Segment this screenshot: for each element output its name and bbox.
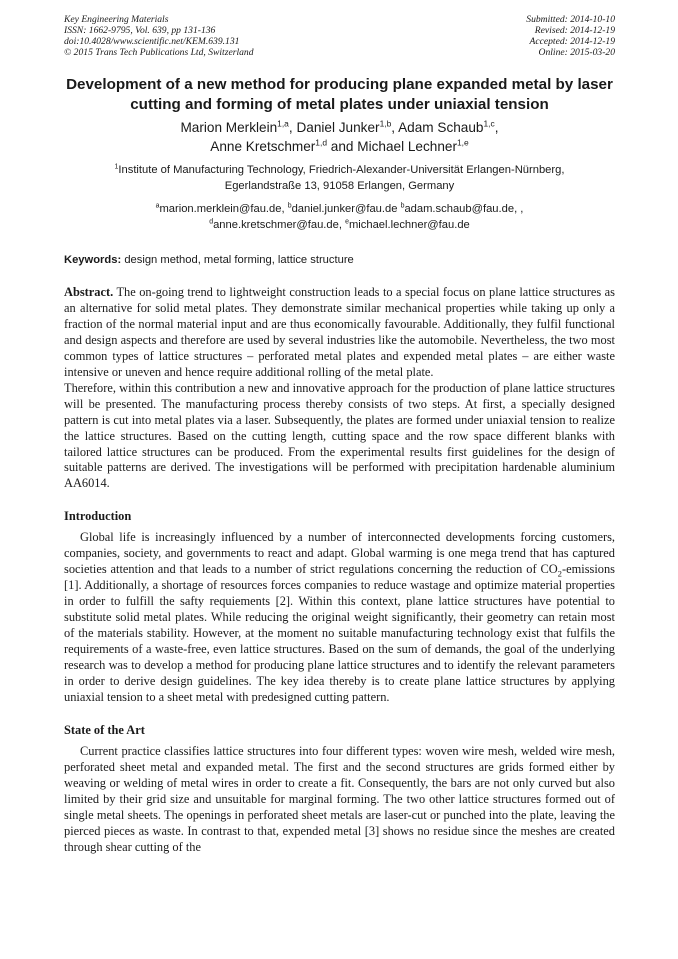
journal-name: Key Engineering Materials (64, 14, 169, 25)
email-link[interactable]: marion.merklein@fau.de, (159, 203, 285, 215)
journal-copyright: © 2015 Trans Tech Publications Ltd, Switzerland (64, 47, 254, 58)
author-emails: $^a$marion.merklein@fau.de, $^b$daniel.junker@fau.de $^b$adam.schaub@fau.de, , $^d$anne.kretschmer@fau.de, $^e$michael.lechner@fau.de (155, 202, 524, 231)
abstract-text-1: The on-going trend to lightweight construction leads to a special focus on plane lattice structures as an alternative for solid metal plates. They demonstrate similar mechanical properties while taking up only a fraction of the normal material input and are thus economically favourable. Additionally, they fulfil functional and design aspects and therefore are used by several industries like the automobile. Nevertheless, the two most common types of lattice structures – perforated metal plates and expended metal plates – are either waste intensive or uneven and hence require additional rolling of the metal plate. (64, 285, 615, 379)
author-separator: , (288, 120, 297, 135)
abstract-section (64, 285, 615, 492)
date-accepted: Accepted: 2014-12-19 (529, 36, 615, 47)
affiliation (64, 162, 615, 194)
author-separator: and (327, 139, 358, 154)
journal-header (64, 14, 615, 58)
email-link[interactable]: adam.schaub@fau.de, , (404, 203, 524, 215)
keywords-label: Keywords: (64, 254, 122, 266)
email-link[interactable]: michael.lechner@fau.de (348, 219, 470, 231)
author-name: Anne Kretschmer (210, 139, 316, 154)
co2-subscript: 2 (557, 568, 562, 579)
email-link[interactable]: daniel.junker@fau.de (291, 203, 398, 215)
author-affiliation-mark: 1,c (483, 118, 495, 129)
affiliation-line-2: Egerlandstraße 13, 91058 Erlangen, Germany (224, 180, 455, 192)
keywords (64, 252, 615, 268)
introduction-text-a: Global life is increasingly influenced by a number of interconnected developments forcing customers, companies, society, and governments to react and adapt. Global warming is one mega trend that has captured societies attention and that leads to a number of strict regulations concerning the reduction of CO (64, 530, 615, 577)
date-online: Online: 2015-03-20 (538, 47, 615, 58)
journal-doi: doi:10.4028/www.scientific.net/KEM.639.131 (64, 36, 240, 47)
journal-info (64, 14, 254, 58)
author-list (64, 118, 615, 156)
keywords-text: design method, metal forming, lattice structure (124, 254, 354, 266)
paper-title: Development of a new method for producing plane expanded metal by laser cutting and forming of metal plates under uniaxial tension (66, 76, 613, 113)
email-link[interactable]: anne.kretschmer@fau.de, (213, 219, 342, 231)
state-of-the-art-paragraph: Current practice classifies lattice structures into four different types: woven wire mesh, welded wire mesh, perforated sheet metal and expanded metal. The first and the second structures are grids formed either by weaving or welding of metal wires in order to create a fit. Consequently, the bars are not only curved but also limited by their grid size and unsuitable for marginal forming. The two other lattice structures formed out of single metal sheets. The openings in perforated sheet metals are laser-cut or punched into the plate, leaving the pierced pieces as waste. In contrast to that, expended metal [3] shows no residue since the meshes are created through shear cutting of the (64, 743, 615, 854)
author-name: Daniel Junker (296, 120, 380, 135)
introduction-section (64, 530, 615, 705)
abstract-paragraph-1 (64, 285, 615, 381)
author-affiliation-mark: 1,b (379, 118, 392, 129)
publication-dates (526, 14, 615, 58)
author-affiliation-mark: 1,e (457, 137, 469, 148)
abstract-label: Abstract. (64, 285, 114, 299)
section-heading-state-of-the-art: State of the Art (64, 722, 145, 737)
affiliation-line-1: Institute of Manufacturing Technology, Friedrich-Alexander-Universität Erlangen-Nürnberg, (118, 164, 565, 176)
affiliation-mark: 1 (114, 163, 119, 171)
introduction-text-b: -emissions [1]. Additionally, a shortage of resources forces companies to reduce wastage and optimize material properties in order to fulfill the safty requiements [2]. Within this context, plane lattice structures have potential to substitute solid metal plates. While reducing the original weight significantly, their geometry can retain most of the materials stability. However, at the moment no suitable manufacturing technology exist that fulfils the requirements of a waste-free, even lattice structures. Based on the sum of demands, the goal of the underlying research was to develop a method for producing plane lattice structures and to identify the relevant parameters in order to derive design guidelines. The key idea thereby is to create plane lattice structures by applying uniaxial tension to a sheet metal with predesigned cutting pattern. (64, 562, 615, 704)
author-separator: , (391, 120, 399, 135)
author-name: Adam Schaub (398, 120, 484, 135)
date-revised: Revised: 2014-12-19 (534, 25, 615, 36)
author-separator: , (494, 120, 499, 135)
section-heading-introduction: Introduction (64, 509, 132, 524)
introduction-paragraph (64, 530, 615, 705)
author-name: Michael Lechner (357, 139, 457, 154)
author-affiliation-mark: 1,a (277, 118, 289, 129)
author-affiliation-mark: 1,d (315, 137, 328, 148)
abstract-paragraph-2: Therefore, within this contribution a new and innovative approach for the production of plane lattice structures will be presented. The manufacturing process thereby consists of two steps. At first, a specially designed pattern is cut into metal plates via a laser. Subsequently, the plates are formed under uniaxial tension to realize the lattice structures. Based on the cutting length, cutting space and the row space different blanks with tailored lattice structures can be produced. From the experimental results first guidelines for the design of suitable patterns are derived. The investigations will be performed with precipitation hardenable aluminium AA6014. (64, 380, 615, 491)
author-name: Marion Merklein (180, 120, 278, 135)
state-of-the-art-section (64, 744, 615, 856)
journal-issn: ISSN: 1662-9795, Vol. 639, pp 131-136 (64, 25, 216, 36)
date-submitted: Submitted: 2014-10-10 (526, 14, 615, 25)
